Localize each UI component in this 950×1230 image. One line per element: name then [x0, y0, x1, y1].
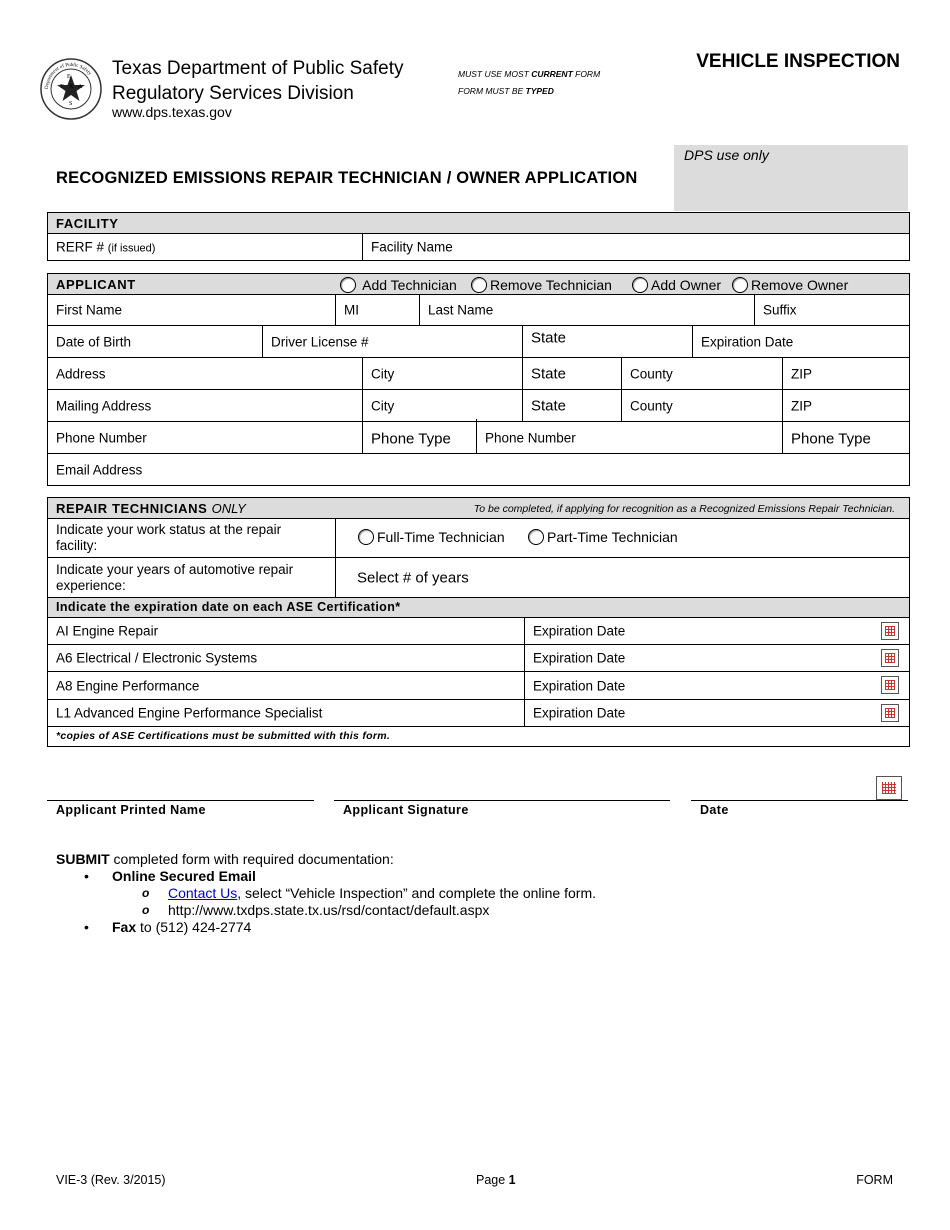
radio-circle-icon	[632, 277, 648, 293]
seal-ring-text: Department of Public Safety	[44, 62, 92, 90]
part-time-radio[interactable]: Part-Time Technician	[528, 529, 678, 545]
contact-us-link[interactable]: Contact Us	[168, 885, 238, 901]
phone-number-2-field[interactable]: Phone Number	[476, 419, 783, 453]
email-row	[48, 454, 909, 485]
state-field[interactable]: State	[522, 358, 622, 389]
facility-section	[47, 212, 910, 261]
years-select[interactable]: Select # of years	[335, 558, 909, 597]
full-time-radio[interactable]: Full-Time Technician	[358, 529, 505, 545]
remove-technician-radio[interactable]: Remove Technician	[471, 277, 612, 293]
fax-option: • Fax to (512) 424-2774	[56, 919, 596, 936]
printed-name-line[interactable]	[47, 800, 314, 801]
first-name-field[interactable]: First Name	[56, 302, 123, 318]
dob-row	[48, 326, 909, 358]
email-option: • Online Secured Email	[56, 868, 596, 885]
name-row	[48, 295, 909, 326]
mailing-row	[48, 390, 909, 422]
suffix-field[interactable]: Suffix	[754, 295, 909, 325]
repair-header	[48, 498, 909, 519]
mailing-county-field[interactable]: County	[621, 390, 783, 421]
cert-row	[48, 672, 909, 700]
cert-row	[48, 645, 909, 672]
applicant-heading: APPLICANT	[56, 277, 136, 292]
submit-instructions	[56, 851, 596, 936]
address-row	[48, 358, 909, 390]
repair-heading: REPAIR TECHNICIANS ONLY	[56, 501, 246, 516]
date-calendar-icon[interactable]	[876, 776, 902, 800]
radio-circle-icon	[340, 277, 356, 293]
radio-circle-icon	[528, 529, 544, 545]
add-owner-radio[interactable]: Add Owner	[632, 277, 721, 293]
mi-field[interactable]: MI	[335, 295, 420, 325]
cert-expiration-field[interactable]: Expiration Date	[524, 700, 909, 726]
printed-name-label: Applicant Printed Name	[56, 803, 206, 817]
dl-state-field[interactable]: State	[522, 326, 693, 357]
applicant-header	[48, 274, 909, 295]
mailing-zip-field[interactable]: ZIP	[782, 390, 909, 421]
calendar-icon[interactable]	[881, 622, 899, 640]
submit-list	[56, 868, 596, 936]
seal-letter-a: A	[78, 84, 83, 90]
rerf-field[interactable]: RERF # (if issued)	[56, 239, 156, 255]
radio-circle-icon	[732, 277, 748, 293]
cert-expiration-field[interactable]: Expiration Date	[524, 645, 909, 671]
agency-website: www.dps.texas.gov	[112, 104, 232, 120]
cert-name: L1 Advanced Engine Performance Specialist	[56, 705, 323, 721]
work-status-options	[335, 519, 909, 557]
remove-owner-radio[interactable]: Remove Owner	[732, 277, 848, 293]
phone-type-select[interactable]: Phone Type	[362, 422, 477, 453]
dps-use-only-box	[674, 145, 908, 211]
radio-circle-icon	[358, 529, 374, 545]
address-field[interactable]: Address	[56, 366, 106, 381]
cert-row	[48, 700, 909, 727]
phone-type-2-select[interactable]: Phone Type	[782, 422, 909, 453]
repair-note: To be completed, if applying for recognition as a Recognized Emissions Repair Technician.	[473, 503, 895, 515]
submit-lead: SUBMIT completed form with required documentation:	[56, 851, 394, 867]
form-number: VIE-3 (Rev. 3/2015)	[56, 1173, 166, 1187]
facility-row	[48, 234, 909, 260]
footer-form-label: FORM	[856, 1173, 893, 1187]
email-field[interactable]: Email Address	[56, 462, 143, 477]
facility-header	[48, 213, 909, 234]
date-label: Date	[700, 803, 729, 817]
seal-letter-s: S	[69, 101, 73, 107]
typed-form-note: FORM MUST BE TYPED	[458, 86, 554, 96]
phone-row	[48, 422, 909, 454]
agency-name	[112, 56, 403, 106]
phone-number-field[interactable]: Phone Number	[56, 430, 147, 445]
cert-name: A8 Engine Performance	[56, 678, 200, 693]
facility-heading: FACILITY	[56, 216, 119, 231]
years-question: Indicate your years of automotive repair experience:	[56, 562, 294, 593]
calendar-icon[interactable]	[881, 676, 899, 694]
dps-seal-logo	[40, 58, 102, 120]
cert-expiration-field[interactable]: Expiration Date	[524, 672, 909, 699]
date-line[interactable]	[691, 800, 908, 801]
cert-row	[48, 618, 909, 645]
page-number: Page 1	[476, 1173, 516, 1187]
cert-name: A6 Electrical / Electronic Systems	[56, 650, 258, 666]
zip-field[interactable]: ZIP	[782, 358, 909, 389]
years-row	[48, 558, 909, 598]
last-name-field[interactable]: Last Name	[419, 295, 755, 325]
dob-field[interactable]: Date of Birth	[56, 334, 132, 349]
agency-line1: Texas Department of Public Safety	[112, 58, 404, 79]
dps-use-only-label: DPS use only	[684, 147, 769, 163]
calendar-icon[interactable]	[881, 704, 899, 722]
add-technician-radio[interactable]: Add Technician	[340, 277, 457, 293]
mailing-state-field[interactable]: State	[522, 390, 622, 421]
seal-letter-x: X	[69, 84, 74, 90]
radio-circle-icon	[471, 277, 487, 293]
form-notes	[458, 66, 600, 100]
ase-heading: Indicate the expiration date on each ASE Certification*	[56, 600, 401, 614]
signature-label: Applicant Signature	[343, 803, 469, 817]
work-status-question: Indicate your work status at the repair facility:	[56, 522, 282, 553]
applicant-section	[47, 273, 910, 486]
signature-line[interactable]	[334, 800, 670, 801]
county-field[interactable]: County	[621, 358, 783, 389]
agency-line2: Regulatory Services Division	[112, 83, 354, 104]
mailing-address-field[interactable]: Mailing Address	[56, 398, 152, 413]
cert-name: AI Engine Repair	[56, 623, 159, 639]
copies-note-row	[48, 727, 909, 746]
seal-letter-t: T	[60, 84, 64, 90]
copies-note: *copies of ASE Certifications must be submitted with this form.	[56, 730, 391, 742]
cert-expiration-field[interactable]: Expiration Date	[524, 618, 909, 644]
mailing-city-field[interactable]: City	[362, 390, 523, 421]
repair-technicians-section	[47, 497, 910, 747]
work-status-row	[48, 519, 909, 558]
city-field[interactable]: City	[362, 358, 523, 389]
driver-license-field[interactable]: Driver License #	[262, 326, 523, 357]
contact-url-item: o http://www.txdps.state.tx.us/rsd/contact/default.aspx	[56, 902, 596, 919]
ase-header	[48, 598, 909, 618]
seal-letter-e: E	[67, 74, 71, 80]
calendar-icon[interactable]	[881, 649, 899, 667]
form-title: VEHICLE INSPECTION	[696, 51, 900, 72]
facility-name-field[interactable]: Facility Name	[362, 234, 909, 260]
contact-us-item: o Contact Us, select “Vehicle Inspection” and complete the online form.	[56, 885, 596, 902]
current-form-note: MUST USE MOST CURRENT FORM	[458, 69, 601, 79]
dl-expiration-field[interactable]: Expiration Date	[692, 326, 909, 357]
application-title: RECOGNIZED EMISSIONS REPAIR TECHNICIAN / OWNER APPLICATION	[56, 169, 638, 187]
